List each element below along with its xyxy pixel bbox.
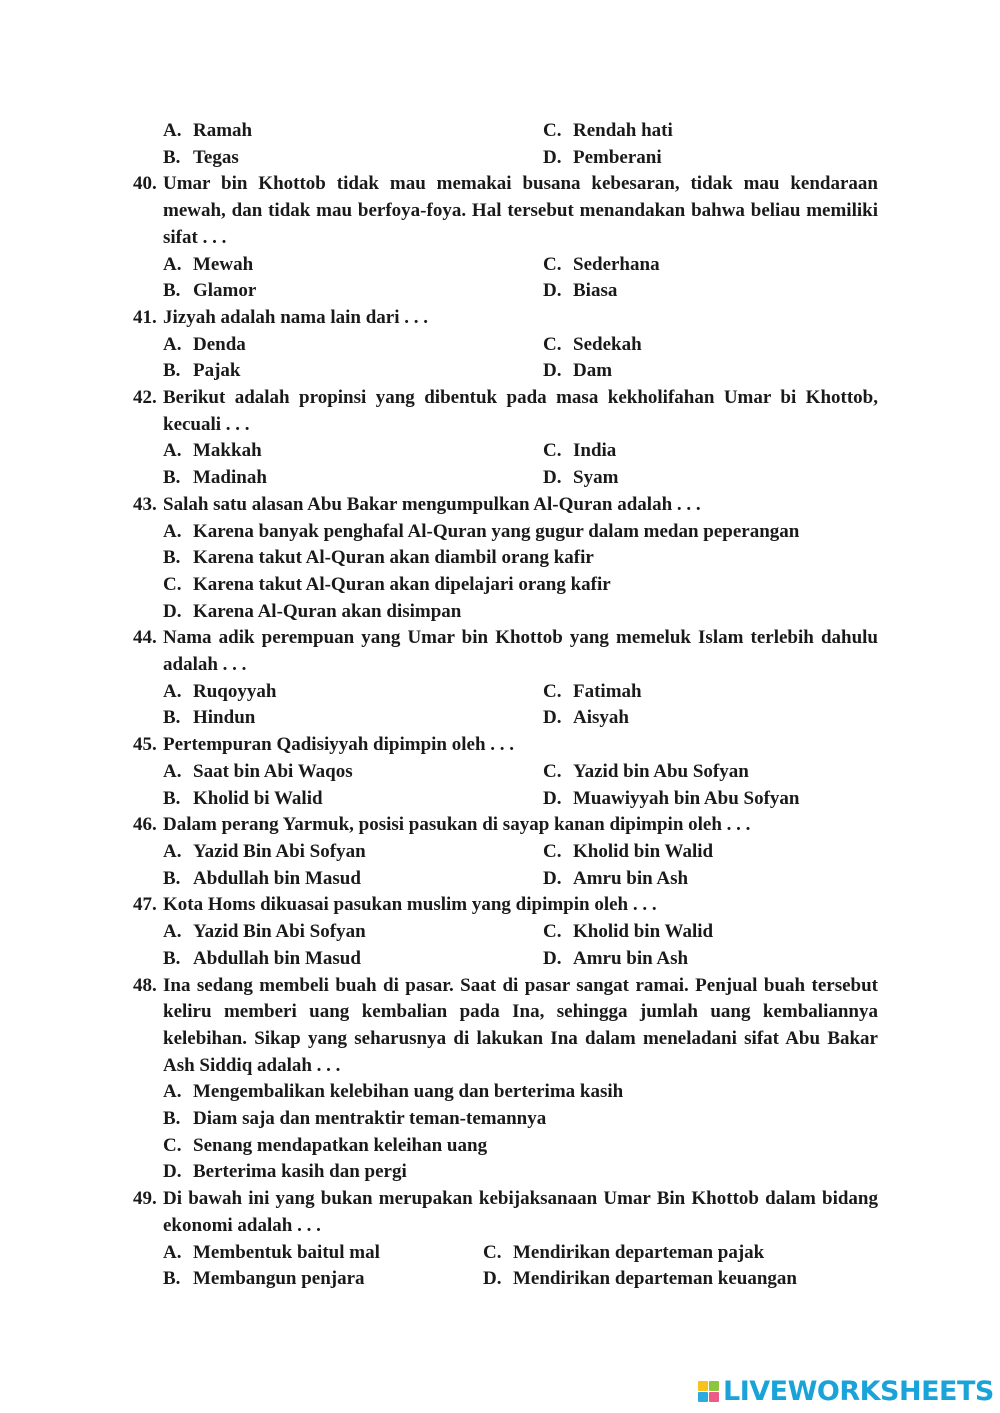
question-49: 49. Di bawah ini yang bukan merupakan kebijaksanaan Umar Bin Khottob dalam bidang ekonomi adalah . . . (133, 1188, 878, 1236)
option-c: C. Rendah hati (543, 120, 673, 141)
option-d: D. Dam (543, 360, 613, 382)
question-list (133, 118, 878, 1293)
options-q44 (163, 679, 878, 732)
option-a: A. Mewah (163, 253, 254, 275)
options-q46 (163, 839, 878, 892)
option-c: C. Sedekah (543, 333, 642, 355)
option-c: C. Kholid bin Walid (543, 921, 714, 943)
option-c: C. Kholid bin Walid (543, 840, 714, 862)
option-b: B. Madinah (163, 467, 267, 489)
option-b: B. Karena takut Al-Quran akan diambil orang kafir (163, 547, 594, 569)
options-q47 (163, 919, 878, 972)
option-a: A. Saat bin Abi Waqos (163, 760, 353, 782)
options-q42 (163, 438, 878, 491)
question-42: 42. Berikut adalah propinsi yang dibentuk pada masa kekholifahan Umar bi Khottob, kecuali . . . (133, 387, 878, 435)
options-q41 (163, 332, 878, 385)
options-q49 (163, 1240, 878, 1293)
logo-square-1 (698, 1381, 708, 1391)
question-48: 48. Ina sedang membeli buah di pasar. Saat di pasar sangat ramai. Penjual buah tersebut keliru memberi uang kembalian pada Ina, sehingga jumlah uang kembaliannya kelebihan. Sikap yang seharusnya di lakukan Ina dalam meneladani sifat Abu Bakar Ash Siddiq adalah . . . (133, 974, 878, 1076)
option-d: D. Syam (543, 467, 619, 489)
option-b: B. Pajak (163, 360, 241, 382)
question-40: 40. Umar bin Khottob tidak mau memakai busana kebesaran, tidak mau kendaraan mewah, dan tidak mau berfoya-foya. Hal tersebut menandakan bahwa beliau memiliki sifat . . . (133, 173, 878, 248)
option-d: D. Berterima kasih dan pergi (163, 1161, 407, 1183)
logo-square-2 (709, 1381, 719, 1391)
question-41: 41. Jizyah adalah nama lain dari . . . (133, 306, 428, 328)
option-a: A. Makkah (163, 440, 262, 462)
option-a: A. Denda (163, 333, 246, 355)
option-a: A. Karena banyak penghafal Al-Quran yang gugur dalam medan peperangan (163, 520, 800, 542)
logo-square-3 (698, 1392, 708, 1402)
option-d: D. Amru bin Ash (543, 947, 689, 969)
option-b: B. Diam saja dan mentraktir teman-temannya (163, 1108, 547, 1130)
option-b: B. Hindun (163, 707, 256, 729)
option-d: D. Karena Al-Quran akan disimpan (163, 600, 462, 622)
option-d: D. Biasa (543, 280, 618, 302)
option-b: B. Abdullah bin Masud (163, 947, 361, 969)
option-a: A. Ramah (163, 120, 253, 141)
options-q43 (163, 519, 878, 626)
option-b: B. Abdullah bin Masud (163, 867, 361, 889)
question-47: 47. Kota Homs dikuasai pasukan muslim yang dipimpin oleh . . . (133, 894, 657, 916)
option-a: A. Ruqoyyah (163, 680, 277, 702)
question-46: 46. Dalam perang Yarmuk, posisi pasukan di sayap kanan dipimpin oleh . . . (133, 814, 751, 836)
option-b: B. Kholid bi Walid (163, 787, 323, 809)
logo-square-4 (709, 1392, 719, 1402)
option-a: A. Mengembalikan kelebihan uang dan berterima kasih (163, 1081, 624, 1103)
option-c: C. Yazid bin Abu Sofyan (543, 760, 749, 782)
question-43: 43. Salah satu alasan Abu Bakar mengumpulkan Al-Quran adalah . . . (133, 493, 701, 515)
option-d: D. Pemberani (543, 146, 662, 168)
option-d: D. Aisyah (543, 707, 629, 729)
options-q48 (163, 1079, 878, 1186)
option-d: D. Mendirikan departeman keuangan (483, 1268, 797, 1290)
option-d: D. Amru bin Ash (543, 867, 689, 889)
brand-name: LIVEWORKSHEETS (723, 1375, 994, 1407)
option-a: A. Yazid Bin Abi Sofyan (163, 921, 366, 943)
option-c: C. Mendirikan departeman pajak (483, 1241, 765, 1263)
question-45: 45. Pertempuran Qadisiyyah dipimpin oleh . . . (133, 734, 515, 756)
option-c: C. Sederhana (543, 253, 660, 275)
option-c: C. Senang mendapatkan keleihan uang (163, 1134, 488, 1156)
option-b: B. Tegas (163, 146, 239, 168)
option-c: C. India (543, 440, 617, 462)
option-c: C. Fatimah (543, 680, 642, 702)
option-b: B. Glamor (163, 280, 257, 302)
option-a: A. Yazid Bin Abi Sofyan (163, 840, 366, 862)
option-c: C. Karena takut Al-Quran akan dipelajari orang kafir (163, 573, 611, 595)
options-q45 (163, 759, 878, 812)
options-q40 (163, 252, 878, 305)
option-d: D. Muawiyyah bin Abu Sofyan (543, 787, 800, 809)
options-q39 (163, 118, 878, 171)
liveworksheets-brand[interactable] (698, 1375, 994, 1407)
option-a: A. Membentuk baitul mal (163, 1241, 380, 1263)
liveworksheets-logo-icon (698, 1381, 719, 1402)
option-b: B. Membangun penjara (163, 1268, 365, 1290)
question-44: 44. Nama adik perempuan yang Umar bin Khottob yang memeluk Islam terlebih dahulu adalah . . . (133, 627, 878, 676)
